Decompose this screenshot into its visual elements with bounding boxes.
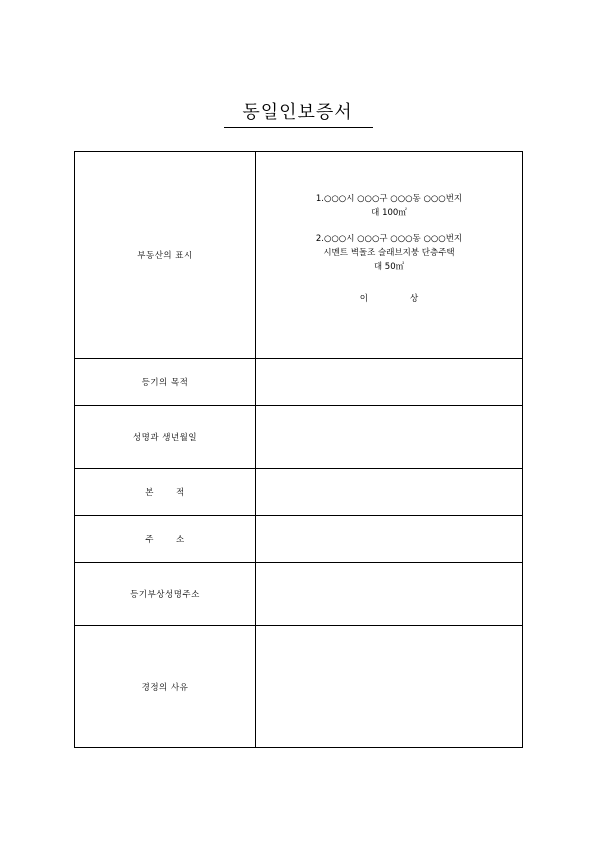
row-address — [75, 516, 523, 563]
reason-label: 경정의 사유 — [75, 626, 256, 748]
row-name-birth — [75, 406, 523, 469]
reason-value[interactable] — [256, 626, 523, 748]
property-item1-line1: 1.○○○시 ○○○구 ○○○동 ○○○번지 — [315, 194, 463, 204]
row-property — [75, 152, 523, 359]
origin-label — [75, 469, 256, 516]
address-label-b: 소 — [176, 535, 185, 545]
property-list — [256, 152, 522, 306]
property-label: 부동산의 표시 — [75, 152, 256, 359]
purpose-label: 등기의 목적 — [75, 359, 256, 406]
registry-name-address-label: 등기부상성명주소 — [75, 563, 256, 626]
name-birth-label: 성명과 생년월일 — [75, 406, 256, 469]
origin-label-b: 적 — [176, 488, 185, 498]
end-mark-right: 상 — [410, 294, 419, 304]
property-item2-line3: 대 50㎡ — [373, 262, 405, 272]
document-title: 동일인보증서 — [242, 102, 353, 123]
end-mark-left: 이 — [359, 294, 368, 304]
end-mark — [256, 292, 522, 306]
row-origin — [75, 469, 523, 516]
property-item2-line2: 시멘트 벽돌조 슬래브지붕 단층주택 — [323, 248, 455, 258]
property-item2-line1: 2.○○○시 ○○○구 ○○○동 ○○○번지 — [315, 234, 463, 244]
property-item1-line2: 대 100㎡ — [371, 208, 407, 218]
registry-name-address-value[interactable] — [256, 563, 523, 626]
purpose-value[interactable] — [256, 359, 523, 406]
name-birth-value[interactable] — [256, 406, 523, 469]
address-label — [75, 516, 256, 563]
property-value — [256, 152, 523, 359]
address-label-a: 주 — [145, 535, 154, 545]
row-reason — [75, 626, 523, 748]
origin-label-a: 본 — [145, 488, 154, 498]
row-registry-name-address — [75, 563, 523, 626]
row-purpose — [75, 359, 523, 406]
origin-value[interactable] — [256, 469, 523, 516]
guarantee-form-table — [74, 151, 523, 748]
title-underline — [224, 127, 373, 128]
address-value[interactable] — [256, 516, 523, 563]
